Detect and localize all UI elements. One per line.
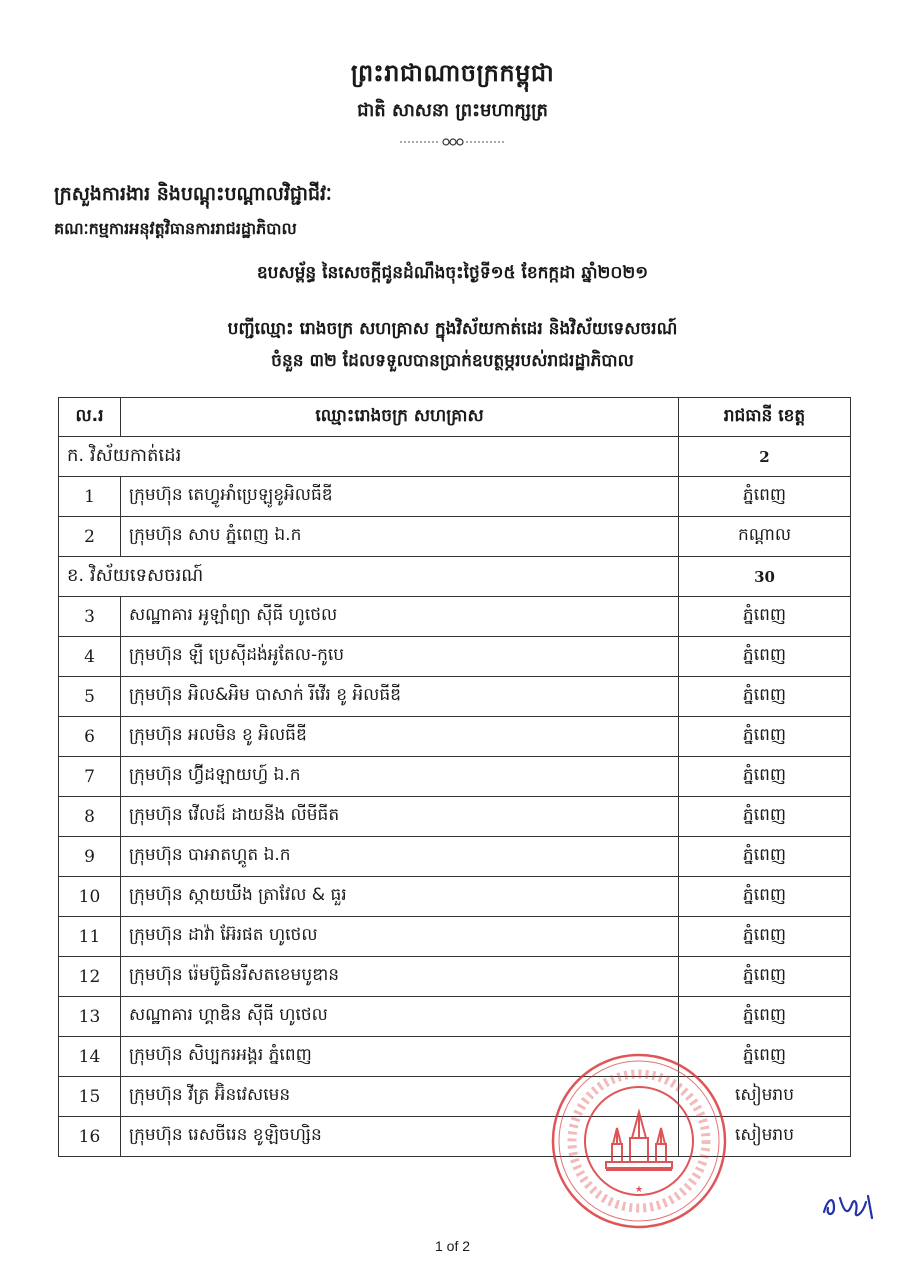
enterprise-name: ក្រុមហ៊ុន ដាវ៉ា អ៊ែរផត ហូថេល (121, 917, 679, 957)
sector-count: 30 (679, 557, 851, 597)
sector-count: 2 (679, 437, 851, 477)
enterprise-name: ក្រុមហ៊ុន រ៉េមប៊ូធិនរីសតខេមបូឌាន (121, 957, 679, 997)
table-row (59, 517, 851, 557)
ministry-name: ក្រសួងការងារ និងបណ្តុះបណ្តាលវិជ្ជាជីវៈ (54, 183, 332, 205)
row-number: 15 (59, 1077, 121, 1117)
row-location: សៀមរាប (679, 1117, 851, 1157)
row-number: 12 (59, 957, 121, 997)
ornament-divider (0, 136, 905, 150)
enterprise-name: សណ្ឋាគារ អូឡាំព្យា ស៊ីធី ហូថេល (121, 597, 679, 637)
national-motto: ជាតិ សាសនា ព្រះមហាក្សត្រ (357, 100, 548, 121)
official-seal (548, 1050, 730, 1232)
row-number: 1 (59, 477, 121, 517)
row-location: សៀមរាប (679, 1077, 851, 1117)
enterprise-table (58, 397, 851, 1157)
row-number: 7 (59, 757, 121, 797)
enterprise-name: ក្រុមហ៊ុន សិប្បករអង្គរ ភ្នំពេញ (121, 1037, 679, 1077)
row-location: ភ្នំពេញ (679, 877, 851, 917)
sector-label: ក. វិស័យកាត់ដេរ (59, 437, 679, 477)
annex-title: ឧបសម្ព័ន្ធ នៃសេចក្តីជូនដំណឹងចុះថ្ងៃទី១៥ ខែកក្កដា ឆ្នាំ២០២១ (256, 263, 649, 283)
row-location: កណ្តាល (679, 517, 851, 557)
row-location: ភ្នំពេញ (679, 797, 851, 837)
row-number: 13 (59, 997, 121, 1037)
enterprise-name: ក្រុមហ៊ុន វើលដ៍ ដាយនីង លីមីធីត (121, 797, 679, 837)
table-body (59, 437, 851, 1157)
enterprise-name: ក្រុមហ៊ុន តេហ្វូអាំប្រេឡូខូអិលធីឌី (121, 477, 679, 517)
row-number: 3 (59, 597, 121, 637)
row-location: ភ្នំពេញ (679, 717, 851, 757)
table-row (59, 637, 851, 677)
table-row (59, 837, 851, 877)
row-number: 16 (59, 1117, 121, 1157)
row-number: 6 (59, 717, 121, 757)
sector-row (59, 437, 851, 477)
header-location: រាជធានី ខេត្ត (679, 398, 851, 437)
sector-label: ខ. វិស័យទេសចរណ៍ (59, 557, 679, 597)
list-title-line2: ចំនួន ៣២ ដែលទទួលបានប្រាក់ឧបត្ថម្ភរបស់រាជរដ្ឋាភិបាល (271, 351, 634, 371)
committee-name: គណៈកម្មការអនុវត្តវិធានការរាជរដ្ឋាភិបាល (54, 219, 297, 238)
svg-text:★: ★ (634, 1185, 644, 1195)
enterprise-name: ក្រុមហ៊ុន ហ៊្វីដឡាយហ្វ៍ ឯ.ក (121, 757, 679, 797)
kingdom-heading: ព្រះរាជាណាចក្រកម្ពុជា (350, 59, 555, 87)
row-location: ភ្នំពេញ (679, 597, 851, 637)
enterprise-name: ក្រុមហ៊ុន វីត្រ អ៊ិនវេសមេន (121, 1077, 679, 1117)
enterprise-name: ក្រុមហ៊ុន ស្កាយឃីង ត្រាវែល & ធួរ (121, 877, 679, 917)
table-row (59, 597, 851, 637)
row-location: ភ្នំពេញ (679, 757, 851, 797)
enterprise-name: ក្រុមហ៊ុន សាប ភ្នំពេញ ឯ.ក (121, 517, 679, 557)
table-row (59, 477, 851, 517)
row-number: 4 (59, 637, 121, 677)
table-row (59, 1117, 851, 1157)
table-row (59, 1037, 851, 1077)
table-row (59, 917, 851, 957)
row-number: 2 (59, 517, 121, 557)
row-location: ភ្នំពេញ (679, 997, 851, 1037)
row-location: ភ្នំពេញ (679, 837, 851, 877)
enterprise-name: សណ្ឋាគារ ហ្គាឌិន ស៊ីធី ហូថេល (121, 997, 679, 1037)
table-header-row (59, 398, 851, 437)
table-row (59, 1077, 851, 1117)
enterprise-name: ក្រុមហ៊ុន រេសចីរេន ខូឡិចហ្សិន (121, 1117, 679, 1157)
header-name: ឈ្មោះរោងចក្រ សហគ្រាស (121, 398, 679, 437)
row-number: 8 (59, 797, 121, 837)
row-number: 14 (59, 1037, 121, 1077)
row-location: ភ្នំពេញ (679, 1037, 851, 1077)
header-number: ល.រ (59, 398, 121, 437)
row-location: ភ្នំពេញ (679, 917, 851, 957)
table-row (59, 877, 851, 917)
page-number: 1 of 2 (434, 1238, 471, 1254)
table-row (59, 717, 851, 757)
row-number: 10 (59, 877, 121, 917)
row-location: ភ្នំពេញ (679, 957, 851, 997)
row-location: ភ្នំពេញ (679, 637, 851, 677)
table-row (59, 957, 851, 997)
list-title-line1: បញ្ជីឈ្មោះ រោងចក្រ សហគ្រាស ក្នុងវិស័យកាត់ដេរ និងវិស័យទេសចរណ៍ (227, 319, 678, 339)
enterprise-name: ក្រុមហ៊ុន អលមិន ខូ អិលធីឌី (121, 717, 679, 757)
table-row (59, 997, 851, 1037)
row-number: 5 (59, 677, 121, 717)
row-number: 11 (59, 917, 121, 957)
table-row (59, 797, 851, 837)
enterprise-name: ក្រុមហ៊ុន ឡឺ ប្រេស៊ីដង់អូតែល-កូបេ (121, 637, 679, 677)
sector-row (59, 557, 851, 597)
table-row (59, 757, 851, 797)
enterprise-name: ក្រុមហ៊ុន បាអាតហ្គូត ឯ.ក (121, 837, 679, 877)
row-location: ភ្នំពេញ (679, 477, 851, 517)
enterprise-name: ក្រុមហ៊ុន អិល&អិម បាសាក់ រីវើរ ខូ អិលធីឌី (121, 677, 679, 717)
handwritten-initials (820, 1188, 880, 1224)
table-row (59, 677, 851, 717)
row-location: ភ្នំពេញ (679, 677, 851, 717)
row-number: 9 (59, 837, 121, 877)
